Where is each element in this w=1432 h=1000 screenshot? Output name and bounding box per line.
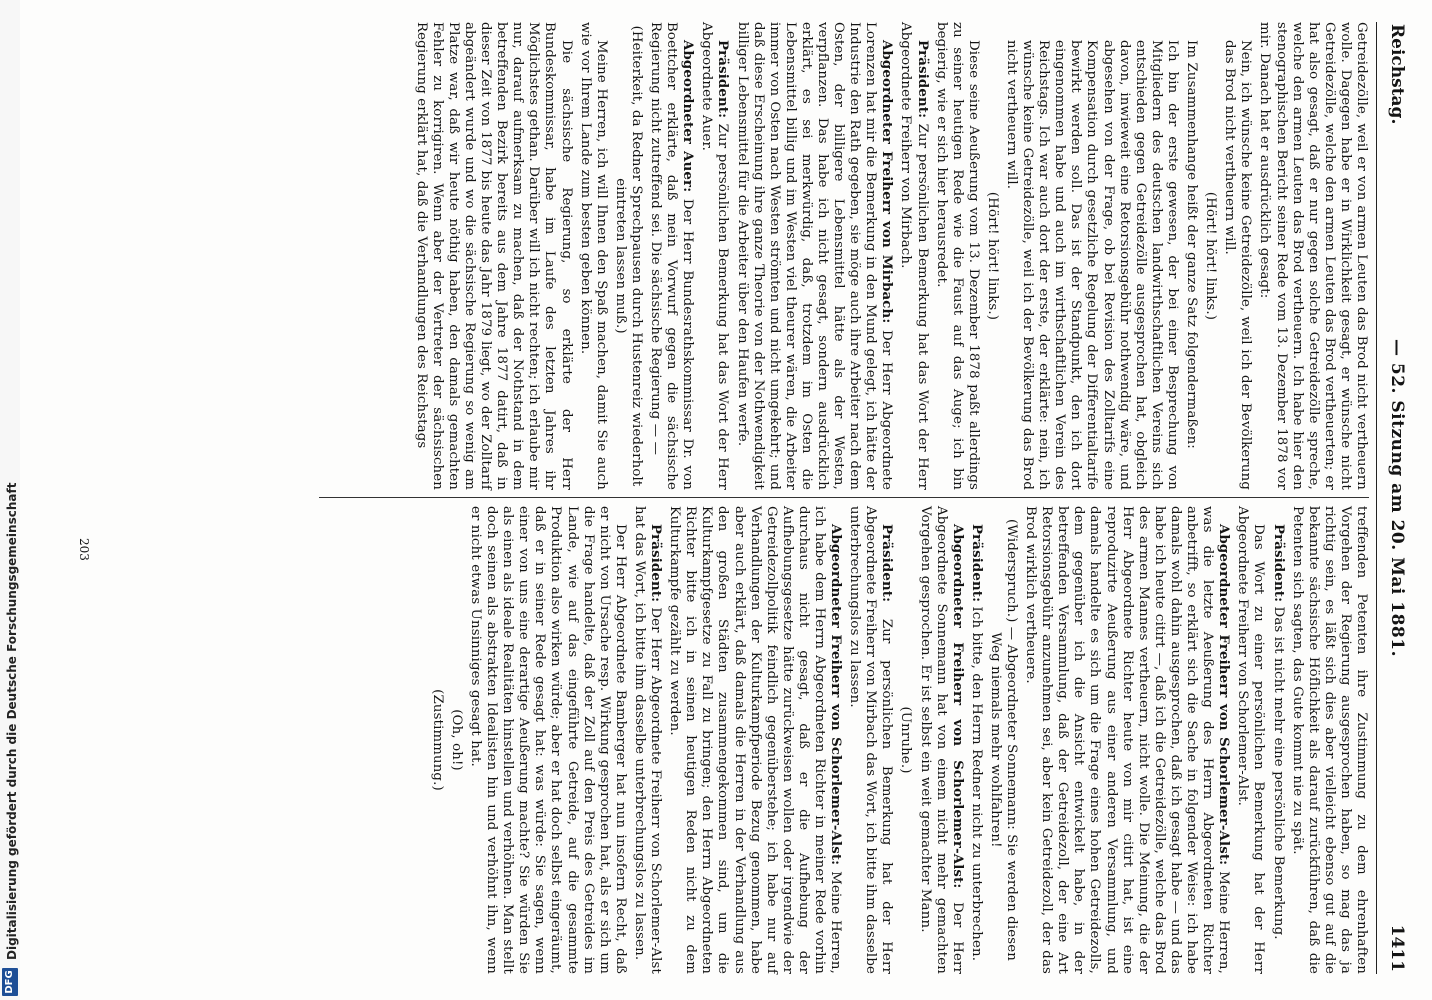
left-column-paragraph: Ich bin der erste gewesen, der bei einer Besprechung von Mitgliedern des deutschen landwirthschaftlichen Vereins sich entschieden gegen Getreidezölle ausgesprochen hat, obgleich davon, inwieweit eine Retorsionsgebühr nothwendig wäre, und abgesehen von der Frage, ob bei Revision des Zolltarifs eine Kompensation durch gesetzliche Regelung der Differentialtarife bewirkt werden soll. Das ist der Standpunkt, den ich dort eingenommen habe und auch im wirthschaftlichen Verein des Reichstags. Ich war auch dort der erste, der erklärte: nein, ich wünsche keine Getreidezölle, weil ich der Bevölkerung das Brod nicht vertheuern will.	[1004, 40, 1180, 490]
right-column-paragraph: treffenden Petenten ihre Zustimmung zu dem ehrenhaften Vorgehen der Regierung ausgesprochen haben, so mag das ja richtig sein, es läßt sich dies aber vielleicht ebenso gut auf die bekannte sächsische Höflichkeit als darauf zurückführen, daß die Petenten sich sagten, das Gute kommt nie zu spät.	[1289, 506, 1369, 974]
right-column-paragraph: Präsident: Das ist nicht mehr eine persönliche Bemerkung.	[1270, 524, 1286, 940]
left-column-paragraph: Diese seine Aeußerung vom 13. Dezember 1878 paßt allerdings zu seiner heutigen Rede wie die Faust auf das Auge; ich bin begierig, wie er sich hier herausredet.	[933, 22, 981, 490]
running-header	[1379, 18, 1409, 978]
header-left: Reichstag.	[1387, 24, 1407, 125]
right-column-paragraph: (Oh, oh!)	[448, 709, 464, 771]
speaker-label: Abgeordneter Freiherr von Schorlemer-Alst:	[1216, 524, 1232, 866]
speaker-label: Präsident:	[914, 40, 930, 119]
left-column-paragraph: (Hört! hört! links.)	[1203, 191, 1219, 321]
left-column-paragraph: (Heiterkeit, da Redner Sprechpausen durch Hustenreiz wiederholt eintreten lassen muß.)	[612, 25, 644, 487]
left-column-paragraph: Die sächsische Regierung, so erklärte der Herr Bundeskommissar, habe im Laufe des letzten Jahres ihr Möglichstes gethan. Darüber will ich nicht rechten; ich erlaube mir nur, darauf aufmerksam zu machen, daß der Nothstand in dem betreffenden Bezirk bereits aus dem Jahre 1877 datirt, daß in dieser Zeit von 1877 bis heute das Jahr 1879 liegt, wo der Zolltarif abgeändert wurde und wo die sächsische Regierung so wenig am Platze war, daß wir heute nöthig haben, den damals gemachten Fehler zu korrigiren. Wenn aber der Vertreter der sächsischen Regierung erklärt hat, daß die Verhandlungen des Reichstags	[413, 22, 574, 490]
right-column-paragraph: Präsident: Ich bitte, den Herrn Redner nicht zu unterbrechen.	[968, 524, 984, 962]
left-column-paragraph: Präsident: Zur persönlichen Bemerkung hat das Wort der Herr Abgeordnete Freiherr von Mirbach.	[898, 22, 930, 490]
speaker-label: Präsident:	[968, 524, 984, 603]
page-footer-number: 203	[77, 538, 91, 561]
left-column-paragraph: Abgeordneter Auer: Der Herr Bundesrathskommissar Dr. von Boettcher erklärte, daß mein Vorwurf gegen die sächsische Regierung nicht zutreffend sei. Die sächsische Regierung — —	[648, 22, 696, 490]
speaker-label: Präsident:	[1270, 524, 1286, 603]
speaker-label: Präsident:	[648, 524, 664, 603]
speaker-label: Abgeordneter Freiherr von Mirbach:	[879, 40, 895, 324]
right-column-paragraph: Abgeordneter Freiherr von Schorlemer-Alst: Meine Herren, was die letzte Aeußerung des Herrn Abgeordneten Richter anbetrifft, so erklärt sich die Sache in folgender Weise: ich habe damals wohl dahin ausgesprochen, daß ich gesagt habe — und das habe ich heute citirt —, daß ich die Getreidezölle, welche das Brod des armen Mannes vertheuern, nicht wolle. Die Meinung, die der Herr Abgeordnete Richter heute von mir citirt hat, ist eine reproduzirte Aeußerung aus einer anderen Versammlung, und damals handelte es sich um die Frage eines hohen Getreidezolls, dem gegenüber ich die Ansicht entwickelt habe, in der betreffenden Versammlung, daß der Getreidezoll, der eine Art Retorsionsgebühr anzunehmen sei, aber kein Getreidezoll, der das Brod wirklich vertheuere.	[1023, 506, 1232, 974]
speaker-label: Präsident:	[879, 524, 895, 603]
left-column-paragraph: Im Zusammenhange heißt der ganze Satz folgendermaßen:	[1184, 40, 1200, 449]
right-column-paragraph: Der Herr Abgeordnete Bamberger hat nun insofern Recht, daß er nicht von Ursache resp. Wirkung gesprochen hat, als er sich um die Frage handelte, daß der Zoll auf den Preis des Getreides im Lande, wie auf das eingeführte Getreide, auf die gesammte Produktion also wirken würde; aber er hat doch selbst eingeräumt, daß er in seiner Rede gesagt hat: was würde: Sie sagen, wenn einer von uns eine derartige Aeußerung machte? Sie würden Sie als einen als ideale Realitäten hinstellen und verhöhnen. Man stellt doch seinen als abstrakten Idealisten hin und verhöhnt ihn, wenn er nicht etwas Unsinniges gesagt hat.	[468, 506, 628, 974]
right-column-paragraph: Präsident: Zur persönlichen Bemerkung hat der Herr Abgeordnete Freiherr von Mirbach das Wort, ich bitte ihm dasselbe unterbrechungslos zu lassen.	[847, 506, 895, 974]
right-column-paragraph: Das Wort zu einer persönlichen Bemerkung hat der Herr Abgeordnete Freiherr von Schorlemer-Alst.	[1235, 506, 1267, 974]
header-page-number: 1411	[1387, 924, 1407, 972]
left-column-paragraph: Meine Herren, ich will Ihnen den Spaß machen, damit Sie auch wie vor Ihrem Lande zum besten geben können.	[577, 22, 609, 490]
dfg-logo-icon	[2, 968, 18, 996]
left-column-paragraph: Getreidezölle, weil er von armen Leuten das Brod nicht vertheuern wolle. Dagegen habe er in Wirklichkeit gesagt, er wünsche nicht Getreidezölle, welche den armen Leuten das Brod vertheuerten; er hat also gesagt, daß er nur gegen solche Getreidezölle spreche, welche den armen Leuten das Brod vertheuern. Ich habe hier den stenographischen Bericht seiner Rede vom 13. Dezember 1878 vor mir. Danach hat er ausdrücklich gesagt:	[1257, 22, 1369, 490]
header-rule	[1376, 22, 1377, 974]
left-column-paragraph: Abgeordneter Freiherr von Mirbach: Der Herr Abgeordnete Lorenzen hat mir die Bemerkung in den Mund gelegt, ich hätte der Industrie den Rath gegeben, sie möge auch ihre Arbeiter nach dem Osten, der billigere Lebensmittel hätte als der Westen, verpflanzen. Das habe ich nicht gesagt, sondern ausdrücklich erklärt, es sei merkwürdig, daß, trotzdem im Osten die Lebensmittel billig und im Westen viel theurer wären, die Arbeiter immer von Osten nach Westen strömten und nicht umgekehrt; und daß diese Erscheinung ihre ganze Theorie von der Nothwendigkeit billiger Lebensmittel für die Arbeiter über den Haufen werfe.	[734, 22, 895, 490]
header-center: — 52. Sitzung am 20. Mai 1881.	[1387, 338, 1407, 658]
funding-sidebar	[0, 0, 20, 1000]
right-extra-paragraph: (Zustimmung.)	[429, 689, 445, 791]
right-column	[426, 506, 1369, 974]
left-column	[410, 22, 1369, 490]
left-column-paragraph: (Hört! hört! links.)	[984, 191, 1000, 321]
right-column-paragraph: Abgeordneter Freiherr von Schorlemer-Alst: Meine Herren, ich habe dem Herrn Abgeordneten Richter in meiner Rede vorhin durchaus nicht gesagt, daß er die Aufhebung der Aufhebungsgesetze hätte zurückweisen wollen oder irgendwie der Getreidezollpolitik feindlich gegenüberstehe; ich habe nur auf Verhandlungen der Kulturkampfperiode Bezug genommen, habe aber auch erklärt, daß damals die Herren in der Verhandlung aus den großen Städten zusammengekommen sind, um die Kulturkampfgesetze zu Fall zu bringen; den Herrn Abgeordneten Richter bitte ich in seinen heutigen Reden nicht zu dem Kulturkampfe gezählt zu werden.	[667, 506, 844, 974]
left-column-paragraph: Präsident: Zur persönlichen Bemerkung hat das Wort der Herr Abgeordnete Auer.	[699, 22, 731, 490]
column-divider	[319, 497, 1369, 498]
speaker-label: Abgeordneter Auer:	[680, 40, 696, 193]
rotated-page-content	[57, 18, 1409, 978]
right-column-paragraph: (Widerspruch.) — Abgeordneter Sonnemann: Sie werden diesen Weg niemals mehr wohlfahren!	[987, 519, 1020, 961]
left-column-paragraph: Nein, ich wünsche keine Getreidezölle, weil ich der Bevölkerung das Brod nicht vertheuern will.	[1222, 40, 1254, 490]
right-column-paragraph: (Unruhe.)	[898, 706, 914, 774]
funding-note: Digitalisierung gefördert durch die Deutsche Forschungsgemeinschaft	[5, 482, 19, 960]
speaker-label: Abgeordneter Freiherr von Schorlemer-Alst:	[828, 524, 844, 866]
right-column-paragraph: Abgeordneter Freiherr von Schorlemer-Alst: Der Herr Abgeordnete Sonnemann hat von einem nicht mehr gemachten Vorgehen gesprochen. Er ist selbst ein weit gemachter Mann.	[917, 506, 965, 974]
right-column-paragraph: Präsident: Der Herr Abgeordnete Freiherr von Schorlemer-Alst hat das Wort, ich bitte ihm dasselbe unterbrechungslos zu lassen.	[631, 506, 664, 974]
speaker-label: Abgeordneter Freiherr von Schorlemer-Alst:	[949, 524, 965, 889]
dfg-logo-text: DFG	[4, 970, 15, 994]
speaker-label: Präsident:	[715, 40, 731, 119]
